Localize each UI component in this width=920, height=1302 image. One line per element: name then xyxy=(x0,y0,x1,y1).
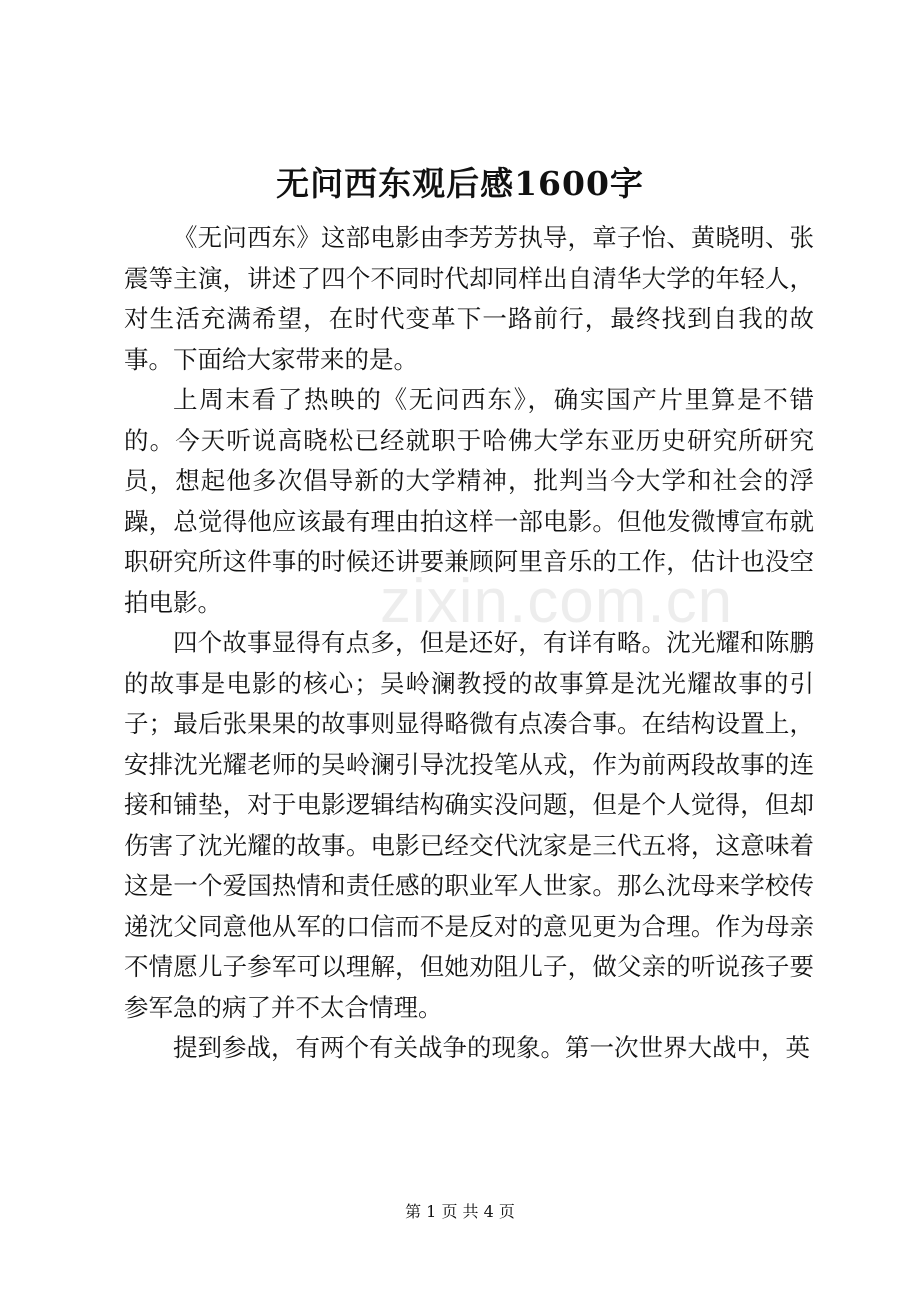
document-body xyxy=(124,218,814,1069)
site-watermark: zixin.com.cn xyxy=(380,567,734,636)
body-paragraph: 上周末看了热映的《无问西东》，确实国产片里算是不错的。今天听说高晓松已经就职于哈佛大学东亚历史研究所研究员，想起他多次倡导新的大学精神，批判当今大学和社会的浮躁，总觉得他应该最有理由拍这样一部电影。但他发微博宣布就职研究所这件事的时候还讲要兼顾阿里音乐的工作，估计也没空拍电影。 xyxy=(124,385,814,617)
body-paragraph: 《无问西东》这部电影由李芳芳执导，章子怡、黄晓明、张震等主演，讲述了四个不同时代却同样出自清华大学的年轻人，对生活充满希望，在时代变革下一路前行，最终找到自我的故事。下面给大家带来的是。 xyxy=(124,223,814,374)
body-paragraph: 提到参战，有两个有关战争的现象。第一次世界大战中，英 xyxy=(173,1033,810,1062)
body-paragraph: 四个故事显得有点多，但是还好，有详有略。沈光耀和陈鹏的故事是电影的核心；吴岭澜教授的故事算是沈光耀故事的引子；最后张果果的故事则显得略微有点凑合事。在结构设置上，安排沈光耀老师的吴岭澜引导沈投笔从戎，作为前两段故事的连接和铺垫，对于电影逻辑结构确实没问题，但是个人觉得，但却伤害了沈光耀的故事。电影已经交代沈家是三代五将，这意味着这是一个爱国热情和责任感的职业军人世家。那么沈母来学校传递沈父同意他从军的口信而不是反对的意见更为合理。作为母亲不情愿儿子参军可以理解，但她劝阻儿子，做父亲的听说孩子要参军急的病了并不太合情理。 xyxy=(124,628,814,1022)
page-footer: 第 1 页 共 4 页 xyxy=(405,1202,515,1221)
document-title: 无问西东观后感1600字 xyxy=(276,164,644,203)
